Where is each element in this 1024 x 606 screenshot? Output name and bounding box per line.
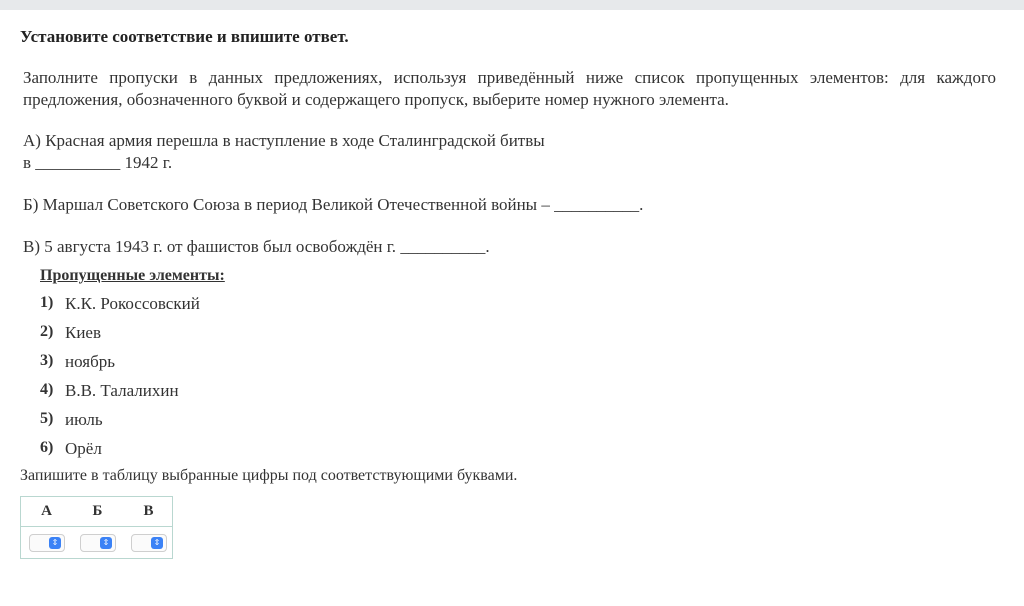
answer-table-header — [21, 497, 172, 527]
sentence-b-blank: __________ — [554, 195, 640, 214]
task-heading: Установите соответствие и впишите ответ. — [20, 27, 349, 46]
option-number: 4) — [40, 381, 54, 398]
sentence-a-suffix: 1942 г. — [124, 153, 173, 172]
task-instruction: Заполните пропуски в данных предложениях, используя приведённый ниже список пропущенных элементов: для каждого предложения, обозначенного буквой и содержащего пропуск, выберите номер нужного элемента. — [23, 68, 996, 109]
sentence-a-text: А) Красная армия перешла в наступление в ходе Сталинградской битвы — [23, 131, 545, 150]
select-arrows-icon: ⇕ — [100, 537, 112, 549]
option-text: Киев — [65, 323, 102, 342]
option-text: В.В. Талалихин — [65, 381, 179, 400]
sentence-c-blank: __________ — [400, 237, 486, 256]
sentence-b-text: Б) Маршал Советского Союза в период Великой Отечественной войны – — [23, 195, 550, 214]
sentence-a-line1 — [23, 130, 545, 152]
answer-select-a[interactable] — [29, 534, 65, 552]
option-text: ноябрь — [65, 352, 115, 371]
option-text: К.К. Рокоссовский — [65, 294, 200, 313]
answer-instruction: Запишите в таблицу выбранные цифры под соответствующими буквами. — [20, 467, 518, 484]
sentence-c-suffix: . — [485, 237, 490, 256]
column-header-b: Б — [92, 503, 103, 519]
sentence-c — [23, 236, 490, 258]
select-arrows-icon: ⇕ — [49, 537, 61, 549]
answer-select-b[interactable] — [80, 534, 116, 552]
top-bar — [0, 0, 1024, 10]
option-number: 6) — [40, 439, 54, 456]
sentence-a-blank: __________ — [35, 153, 121, 172]
option-number: 3) — [40, 352, 54, 369]
option-number: 5) — [40, 410, 54, 427]
column-header-c: В — [143, 503, 154, 519]
answer-table — [20, 496, 173, 559]
sentence-b-suffix: . — [639, 195, 644, 214]
option-number: 2) — [40, 323, 54, 340]
sentence-c-text: В) 5 августа 1943 г. от фашистов был освобождён г. — [23, 237, 397, 256]
column-header-a: А — [41, 503, 52, 519]
select-arrows-icon: ⇕ — [151, 537, 163, 549]
option-text: Орёл — [65, 439, 102, 458]
option-number: 1) — [40, 294, 54, 311]
missing-elements-title: Пропущенные элементы: — [40, 267, 225, 284]
sentence-b — [23, 194, 643, 216]
option-text: июль — [65, 410, 103, 429]
sentence-a-prefix: в — [23, 153, 32, 172]
answer-select-c[interactable] — [131, 534, 167, 552]
sentence-a-line2 — [23, 152, 172, 174]
